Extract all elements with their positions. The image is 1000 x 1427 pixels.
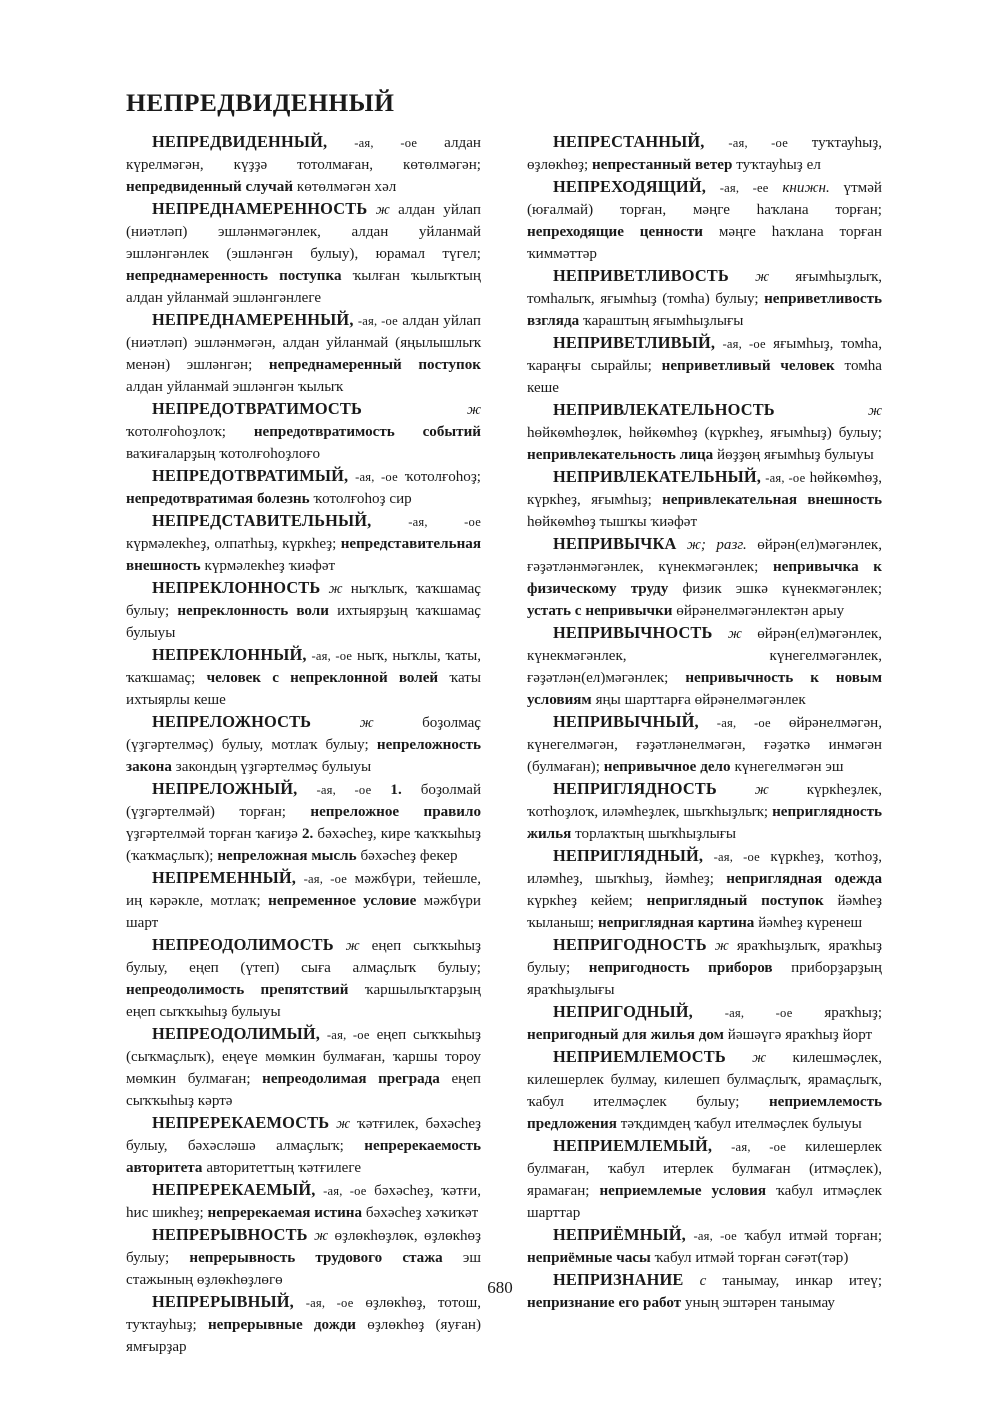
example-russian: непрерывные дожди [207, 1317, 357, 1333]
example-russian: неприглядная одежда [726, 871, 882, 887]
dictionary-entry [527, 778, 882, 845]
entry-headword: НЕПРИГОДНЫЙ, [553, 1002, 693, 1021]
entry-headword: НЕПРЕРЕКАЕМЫЙ, [152, 1180, 316, 1199]
entry-headword: НЕПРИВЫЧНОСТЬ [553, 623, 713, 642]
entry-inflection: -ая, -ое [316, 783, 372, 797]
entry-gender-marker: ж [466, 402, 481, 418]
entry-gloss: алдан уйлап (ниәтләп) эшләнмәгәнлек, алдан уйланмай эшләнгәнлек (эшләнгән булыу), юрамал түгел; [126, 202, 482, 262]
example-bashkir: физик эшкә күнекмәгәнлек; [682, 581, 883, 597]
dictionary-entry [527, 533, 882, 622]
entry-gender-marker: ж [314, 1228, 329, 1244]
example-russian: непреложное правило [310, 804, 481, 820]
entry-inflection: -ая, -ое [323, 1184, 367, 1198]
example-russian: устать с непривычки [527, 603, 673, 619]
example-bashkir: авторитеттың ҡәтғилеге [206, 1160, 362, 1176]
example-bashkir: ваҡиғаларҙың ҡотолғоһоҙлоғо [126, 446, 321, 462]
entry-headword: НЕПРЕДОТВРАТИМЫЙ, [152, 466, 349, 485]
example-russian: неприемлемость предложения [527, 1094, 882, 1132]
example-russian: непригодный для жилья дом [527, 1027, 724, 1043]
example-russian: непреложная мысль [217, 848, 357, 864]
example-bashkir: еңеп сыҡҡыһыҙ кәртә [126, 1071, 482, 1109]
entry-gloss: өйрән(ел)мәгәнлек, ғәҙәтләнмәгәнлек, күнекмәгәнлек; [527, 537, 883, 575]
entry-headword: НЕПРИГЛЯДНЫЙ, [553, 846, 704, 865]
dictionary-entry [527, 265, 882, 332]
dictionary-entry [126, 1291, 481, 1358]
entry-headword: НЕПРИГЛЯДНОСТЬ [553, 779, 717, 798]
entry-gloss: күркһеҙлек, ҡотһоҙлоҡ, иләмһеҙлек, шыҡһыҙлыҡ; [527, 782, 882, 820]
example-bashkir: йөҙҙөң яғымһыҙ булыуы [717, 447, 874, 463]
entry-gloss: яраҡһыҙлыҡ, яраҡһыҙ булыу; [527, 938, 882, 976]
entry-headword: НЕПРИВЫЧНЫЙ, [553, 712, 699, 731]
dictionary-entry [527, 1046, 882, 1135]
dictionary-entry [527, 1224, 882, 1269]
entry-gloss: ҡотолғоһоҙ; [404, 469, 481, 485]
example-bashkir: эш стажының өҙлөкһөҙлөгө [126, 1250, 481, 1288]
entry-inflection: -ая, -ое [713, 850, 760, 864]
entry-gloss: күркһеҙ, ҡотһоҙ, иләмһеҙ, шыҡһыҙ, йәмһеҙ; [527, 849, 883, 887]
dictionary-entry [126, 1112, 481, 1179]
entry-headword: НЕПРИВЛЕКАТЕЛЬНОСТЬ [553, 400, 775, 419]
entry-gloss: ныҡлыҡ, ҡаҡшамаҫ булыу; [126, 581, 481, 619]
entry-headword: НЕПРИВЫЧКА [553, 534, 677, 553]
example-bashkir: ихтыярҙың ҡаҡшамаҫ булыуы [126, 603, 482, 641]
entry-headword: НЕПРЕДНАМЕРЕННЫЙ, [152, 310, 354, 329]
entry-headword: НЕПРЕМЕННЫЙ, [152, 868, 297, 887]
entry-headword: НЕПРЕЛОЖНОСТЬ [152, 712, 312, 731]
example-russian: непригодность приборов [588, 960, 773, 976]
example-bashkir: йәмһеҙ күренеш [758, 915, 863, 931]
entry-inflection: -ая, -ое [724, 1006, 793, 1020]
entry-gloss: еңеп сыҡҡыһыҙ (сыҡмаҫлыҡ), еңеүе мөмкин булмаған, ҡаршы тороу мөмкин булмаған; [126, 1027, 481, 1087]
example-bashkir: приборҙарҙың яраҡһыҙлығы [527, 960, 882, 998]
dictionary-entry [527, 176, 882, 265]
example-russian: непредставительная внешность [126, 536, 481, 574]
example-russian: непредвиденный случай [126, 179, 294, 195]
dictionary-entry [527, 711, 882, 778]
entry-gloss: өҙлөкһөҙлөк, өҙлөкһөҙ булыу; [126, 1228, 482, 1266]
entry-gender-marker: ж [375, 202, 390, 218]
entry-gender-marker: ж [345, 938, 360, 954]
entry-inflection: -ая, -ое [354, 136, 418, 150]
entry-gender-marker: ж [328, 581, 343, 597]
entry-gender-marker: ж; [686, 537, 706, 553]
entry-gloss: килешерлек булмаған, ҡабул итерлек булмаған (итмәҫлек), ярамаған; [527, 1139, 883, 1199]
example-bashkir: күрмәлекһеҙ ҡиәфәт [204, 558, 336, 574]
entry-style-label: разг. [716, 537, 747, 553]
dictionary-entry [126, 934, 481, 1023]
entry-gender-marker: ж [754, 782, 769, 798]
sense-gloss: боҙолмай (үҙгәртелмәй) торған; [126, 782, 482, 820]
example-russian: непреодолимая преграда [262, 1071, 440, 1087]
entry-gloss: өйрәнелмәгән, күнегелмәгән, ғәҙәтләнелмәгән, ғәҙәткә инмәгән (булмаған); [527, 715, 882, 775]
entry-headword: НЕПРЕКЛОННОСТЬ [152, 578, 321, 597]
example-bashkir: уның эштәрен танымау [684, 1295, 835, 1311]
example-russian: непременное условие [268, 893, 417, 909]
example-russian: неприглядный поступок [646, 893, 824, 909]
dictionary-entry [527, 466, 882, 533]
entry-inflection: -ая, -ое [355, 470, 398, 484]
entry-headword: НЕПРЕДОТВРАТИМОСТЬ [152, 399, 362, 418]
entry-gloss: күрмәлекһеҙ, олпатһыҙ, күркһеҙ; [126, 536, 337, 552]
example-bashkir: көтөлмәгән хәл [296, 179, 397, 195]
example-bashkir: торлаҡтың шыҡһыҙлығы [575, 826, 737, 842]
example-russian: непризнание его работ [527, 1295, 682, 1311]
example-bashkir: ҡаршылыҡтарҙың еңеп сыҡҡыһыҙ булыуы [126, 982, 481, 1020]
entry-inflection: -ая, -ое [716, 716, 771, 730]
example-russian: неприглядная картина [597, 915, 755, 931]
entry-gender-marker: ж [755, 269, 770, 285]
example-russian: непривлекательность лица [527, 447, 714, 463]
entry-inflection: -ая, -ое [728, 136, 788, 150]
dictionary-entry [126, 711, 481, 778]
example-russian: непривычка к физическому труду [527, 559, 883, 597]
example-bashkir: алдан уйланмай эшләнгән ҡылыҡ [126, 379, 344, 395]
entry-headword: НЕПРЕКЛОННЫЙ, [152, 645, 307, 664]
entry-gloss: мәжбүри, тейешле, иң кәрәкле, мотлаҡ; [126, 871, 482, 909]
entry-gloss: һөйкөмһөҙлөк, һөйкөмһөҙ (күркһеҙ, яғымһыҙ) булыу; [527, 425, 882, 441]
example-bashkir: томһа кеше [527, 358, 883, 396]
entry-inflection: -ая, -ое [357, 314, 398, 328]
example-bashkir: ҡаты ихтыярлы кеше [126, 670, 482, 708]
example-bashkir: йәшәүгә яраҡһыҙ йорт [727, 1027, 873, 1043]
entry-gender-marker: ж [714, 938, 729, 954]
example-bashkir: үҙгәртелмәй торған ҡағиҙә [126, 826, 298, 842]
example-bashkir: һөйкөмһөҙ тышҡы ҡиәфәт [527, 514, 698, 530]
example-bashkir: закондың үҙгәртелмәҫ булыуы [175, 759, 372, 775]
entry-headword: НЕПРИЁМНЫЙ, [553, 1225, 686, 1244]
example-russian: непреходящие ценности [527, 224, 703, 240]
example-bashkir: өйрәнелмәгәнлектән арыу [676, 603, 845, 619]
dictionary-entry [527, 399, 882, 466]
entry-headword: НЕПРЕРЫВНОСТЬ [152, 1225, 308, 1244]
example-bashkir: ҡабул итмәй торған сәғәт(тәр) [654, 1250, 849, 1266]
entry-gloss: еңеп сыҡҡыһыҙ булыу, еңеп (үтеп) сыға алмаҫлыҡ булыу; [126, 938, 482, 976]
entry-headword: НЕПРЕХОДЯЩИЙ, [553, 177, 706, 196]
example-bashkir: яңы шарттарға өйрәнелмәгәнлек [595, 692, 806, 708]
dictionary-entry [126, 398, 481, 465]
entry-headword: НЕПРИЕМЛЕМОСТЬ [553, 1047, 726, 1066]
column-left [126, 131, 482, 1355]
example-bashkir: күнегелмәгән эш [734, 759, 844, 775]
entry-headword: НЕПРЕДСТАВИТЕЛЬНЫЙ, [152, 511, 372, 530]
entry-gloss: өйрән(ел)мәгәнлек, күнекмәгәнлек, күнегелмәгәнлек, ғәҙәтлән(ел)мәгәнлек; [527, 626, 883, 686]
dictionary-entry [527, 1001, 882, 1046]
entry-gender-marker: ж [867, 403, 882, 419]
example-russian: непререкаемость авторитета [126, 1138, 482, 1176]
example-russian: непредотвратимость событий [253, 424, 481, 440]
example-russian: непреодолимость препятствий [126, 982, 349, 998]
example-russian: непреднамеренный поступок [268, 357, 481, 373]
dictionary-entry [126, 644, 481, 711]
entry-headword: НЕПРЕСТАННЫЙ, [553, 132, 705, 151]
entry-gloss: үтмәй (юғалмай) торған, мәңге һаҡлана торған; [527, 180, 883, 218]
example-bashkir: йәмһеҙ ҡыланыш; [527, 893, 882, 931]
entry-gloss: бәхәсһеҙ, ҡәтғи, һис шикһеҙ; [126, 1183, 482, 1221]
example-russian: непредотвратимая болезнь [126, 491, 310, 507]
entry-gloss: ныҡ, ныҡлы, ҡаты, ҡаҡшамаҫ; [126, 648, 482, 686]
entry-gloss: алдан уйлап (ниәтләп) эшләнмәгән, алдан уйланмай (яңылышлыҡ менән) эшләнгән; [126, 313, 482, 373]
dictionary-entry [126, 577, 481, 644]
entry-inflection: -ая, -ое [305, 1296, 354, 1310]
example-russian: непреднамеренность поступка [126, 268, 342, 284]
dictionary-entry [126, 1179, 481, 1224]
entry-gender-marker: с [699, 1273, 707, 1289]
sense-number: 2. [301, 826, 314, 842]
entry-headword: НЕПРИВЕТЛИВОСТЬ [553, 266, 729, 285]
entry-headword: НЕПРЕРЕКАЕМОСТЬ [152, 1113, 330, 1132]
entry-inflection: -ая, -ее [719, 181, 769, 195]
entry-inflection: -ая, -ое [326, 1028, 370, 1042]
entry-gender-marker: ж [727, 626, 742, 642]
column-right [527, 131, 883, 1311]
dictionary-entry [126, 510, 481, 577]
dictionary-entry [126, 465, 481, 510]
entry-inflection: -ая, -ое [311, 649, 353, 663]
entry-headword: НЕПРЕДВИДЕННЫЙ, [152, 132, 328, 151]
dictionary-entry [126, 867, 481, 934]
entry-headword: НЕПРЕОДОЛИМЫЙ, [152, 1024, 320, 1043]
example-bashkir: ҡылған ҡылыҡтың алдан уйланмай эшләнгәнлеге [126, 268, 481, 306]
entry-gloss: яғымһыҙ, томһа, ҡараңғы сырайлы; [527, 336, 883, 374]
example-russian: непрерывность трудового стажа [189, 1250, 443, 1266]
entry-gloss: ҡәтғилек, бәхәсһеҙ булыу, бәхәсләшә алмаҫлыҡ; [126, 1116, 482, 1154]
example-russian: непререкаемая истина [207, 1205, 363, 1221]
entry-gloss: һөйкөмһөҙ, күркһеҙ, яғымһыҙ; [527, 470, 882, 508]
dictionary-entry [126, 778, 481, 867]
example-bashkir: ҡотолғоһоҙ сир [313, 491, 412, 507]
example-bashkir: ҡараштың яғымһыҙлығы [583, 313, 744, 329]
entry-headword: НЕПРЕЛОЖНЫЙ, [152, 779, 298, 798]
entry-gloss: яғымһыҙлыҡ, томһалыҡ, яғымһыҙ (томһа) булыу; [527, 269, 882, 307]
dictionary-entry [527, 131, 882, 176]
entry-headword: НЕПРИВЛЕКАТЕЛЬНЫЙ, [553, 467, 762, 486]
example-russian: непривычное дело [603, 759, 731, 775]
entry-headword: НЕПРИГОДНОСТЬ [553, 935, 707, 954]
example-bashkir: бәхәсһеҙ фекер [360, 848, 458, 864]
sense-number: 1. [390, 782, 402, 798]
dictionary-entry [126, 309, 481, 398]
example-bashkir: мәңге һаҡлана торған ҡиммәттәр [527, 224, 882, 262]
entry-headword: НЕПРИЗНАНИЕ [553, 1270, 684, 1289]
entry-inflection: -ая, -ое [731, 1140, 787, 1154]
example-russian: человек с непреклонной волей [206, 670, 439, 686]
dictionary-entry [527, 332, 882, 399]
entry-gloss: килешмәҫлек, килешерлек булмау, килешеп булмаҫлыҡ, ярамаҫлыҡ, ҡабул ителмәҫлек булыу; [527, 1050, 883, 1110]
entry-gloss: боҙолмаҫ (үҙгәртелмәҫ) булыу, мотлаҡ булыу; [126, 715, 481, 753]
example-russian: непривычность к новым условиям [527, 670, 882, 708]
dictionary-entry [527, 1135, 882, 1224]
running-head: НЕПРЕДВИДЕННЫЙ [126, 88, 395, 117]
entry-gloss: өҙлөкһөҙ, тотош, туҡтауһыҙ; [126, 1295, 481, 1333]
page-number: 680 [487, 1278, 513, 1297]
entry-inflection: -ая, -ое [765, 471, 806, 485]
dictionary-entry [126, 1023, 481, 1112]
entry-gloss: ҡабул итмәй торған; [744, 1228, 883, 1244]
example-russian: непрестанный ветер [592, 157, 733, 173]
entry-gloss: танымау, инкар итеү; [722, 1273, 883, 1289]
dictionary-entry [126, 198, 481, 309]
entry-headword: НЕПРЕДНАМЕРЕННОСТЬ [152, 199, 368, 218]
entry-headword: НЕПРЕРЫВНЫЙ, [152, 1292, 294, 1311]
entry-gender-marker: ж [336, 1116, 351, 1132]
sense-gloss: бәхәсһеҙ, кире ҡаҡҡыһыҙ (ҡаҡмаҫлыҡ); [126, 826, 482, 864]
example-bashkir: туҡтауһыҙ ел [736, 157, 821, 173]
dictionary-entry [527, 622, 882, 711]
entry-inflection: -ая, -ое [408, 515, 481, 529]
example-bashkir: бәхәсһеҙ хәҡиҡәт [365, 1205, 479, 1221]
example-bashkir: күркһеҙ кейем; [527, 893, 633, 909]
entry-gloss: алдан күрелмәгән, күҙҙә тотолмаған, көтөлмәгән; [126, 135, 481, 173]
dictionary-entry [527, 845, 882, 934]
dictionary-entry [527, 934, 882, 1001]
entry-inflection: -ая, -ое [722, 337, 766, 351]
example-russian: непреклонность воли [177, 603, 329, 619]
example-russian: неприёмные часы [527, 1250, 651, 1266]
entry-style-label: книжн. [782, 180, 830, 196]
example-russian: непривлекательная внешность [662, 492, 883, 508]
example-bashkir: өҙлөкһөҙ (яуған) ямғырҙар [126, 1317, 482, 1355]
entry-inflection: -ая, -ое [303, 872, 348, 886]
entry-gender-marker: ж [752, 1050, 767, 1066]
example-bashkir: тәҡдимдең ҡабул ителмәҫлек булыуы [620, 1116, 862, 1132]
entry-gloss: туҡтауһыҙ, өҙлөкһөҙ; [527, 135, 883, 173]
entry-gender-marker: ж [359, 715, 374, 731]
entry-inflection: -ая, -ое [693, 1229, 737, 1243]
example-bashkir: ҡабул итмәҫлек шарттар [527, 1183, 883, 1221]
example-russian: непреложность закона [126, 737, 482, 775]
entry-headword: НЕПРИЕМЛЕМЫЙ, [553, 1136, 713, 1155]
example-russian: неприглядность жилья [527, 804, 882, 842]
example-russian: неприветливость взгляда [527, 291, 882, 329]
example-russian: неприветливый человек [661, 358, 835, 374]
entry-headword: НЕПРИВЕТЛИВЫЙ, [553, 333, 716, 352]
entry-gloss: яраҡһыҙ; [824, 1005, 883, 1021]
example-bashkir: мәжбүри шарт [126, 893, 482, 931]
dictionary-entry [126, 131, 481, 198]
entry-headword: НЕПРЕОДОЛИМОСТЬ [152, 935, 334, 954]
example-russian: неприемлемые условия [599, 1183, 766, 1199]
entry-gloss: ҡотолғоһоҙлоҡ; [126, 424, 226, 440]
